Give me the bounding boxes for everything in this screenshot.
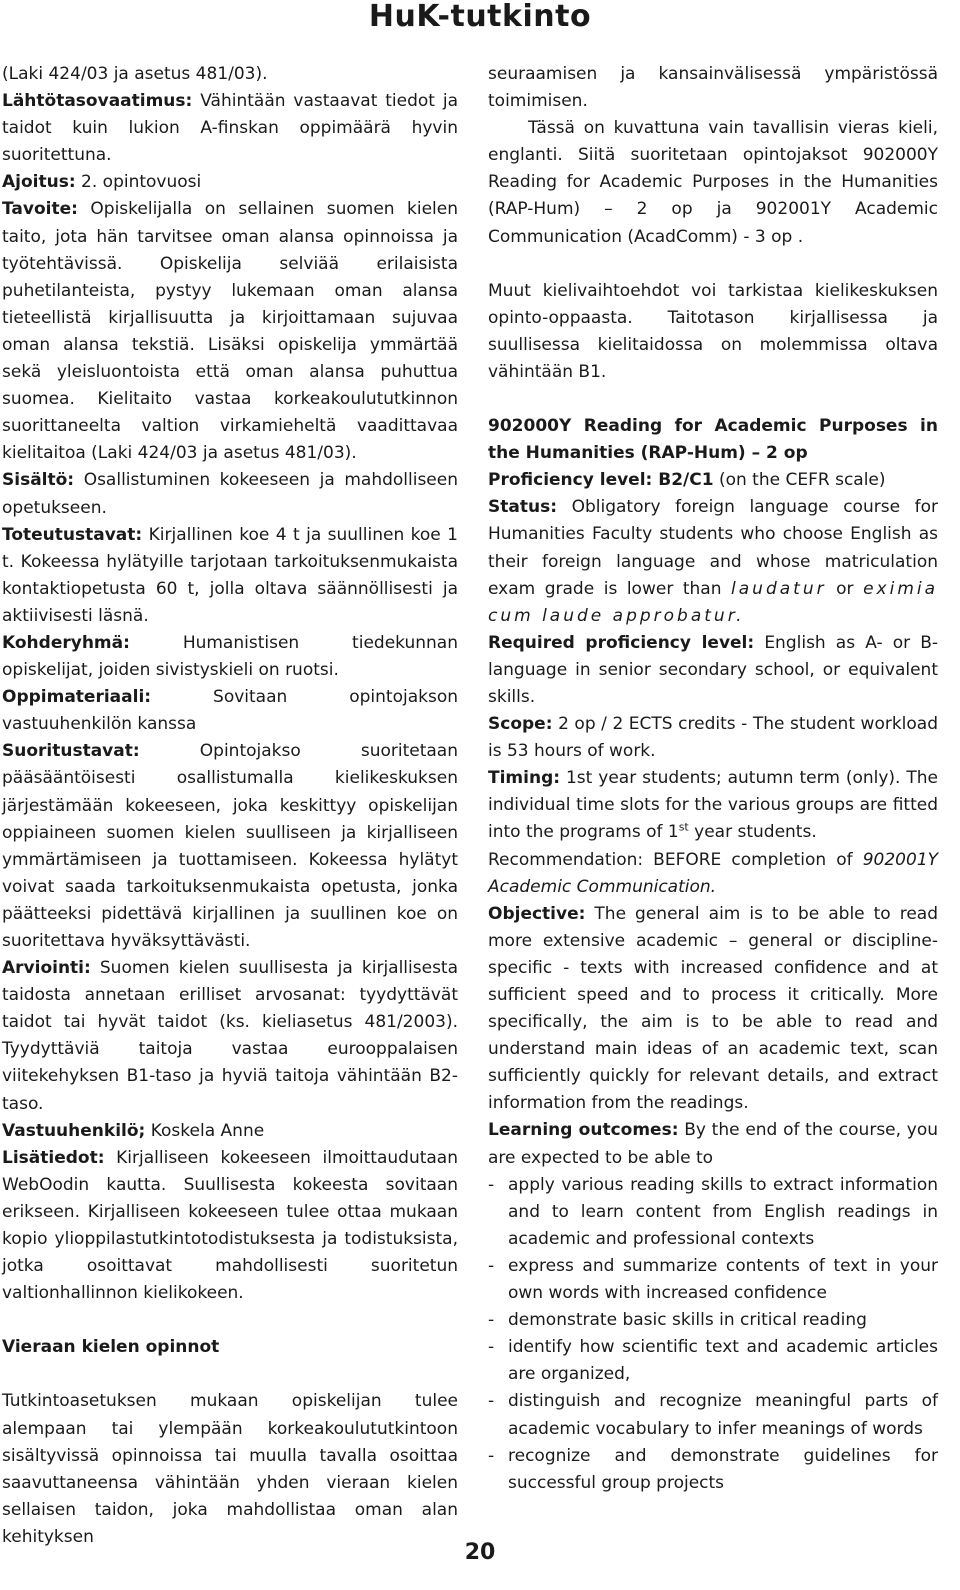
entry-label: Lähtötasovaatimus: [2, 91, 193, 112]
entry-label: Oppimateriaali: [2, 687, 152, 708]
entry-label: Ajoitus: [2, 172, 76, 193]
entry-target-group [2, 630, 458, 684]
proficiency-level: Proficiency level: B2/C1 (on the CEFR scale) [488, 470, 886, 491]
grade-eximia: eximia cum laude approbatur. [488, 578, 939, 626]
entry-label: Vastuuhenkilö; [2, 1120, 146, 1141]
list-item: - express and summarize contents of text in your own words with increased confidence [488, 1255, 938, 1304]
section-text: Tutkintoasetuksen mukaan opiskelijan tulee alempaan tai ylempään korkeakoulututkintoon sisältyvissä opinnoissa tai muulla tavalla osoittaa saavuttaneensa vähintään yhden vieraan kielen sellaisen taidon, joka mahdollistaa oman alan kehityksen [2, 1391, 458, 1547]
section-heading: Vieraan kielen opinnot [2, 1337, 220, 1358]
course-title: 902000Y Reading for Academic Purposes in the Humanities (RAP-Hum) – 2 op [488, 416, 938, 464]
entry-text: Humanistisen tiedekunnan opiskelijat, joiden sivistyskieli on ruotsi. [2, 632, 458, 681]
entry-content [2, 467, 458, 521]
spacer [488, 386, 938, 413]
entry-assessment [2, 955, 458, 1118]
entry-materials [2, 684, 458, 738]
other-languages-paragraph: Muut kielivaihtoehdot voi tarkistaa kielikeskuksen opinto-oppaasta. Taitotason kirjallisessa ja suullisessa kielitaidossa on molemmissa oltava vähintään B1. [488, 280, 938, 382]
right-column [488, 61, 938, 1497]
spacer [2, 1361, 458, 1388]
spacer [2, 1307, 458, 1334]
english-paragraph: Tässä on kuvattuna vain tavallisin vieras kieli, englanti. Siitä suoritetaan opintojaksot 902000Y Reading for Academic Purposes in the Humanities (RAP-Hum) – 2 op ja 902001Y Academic Communication (AcadComm) - 3 op . [488, 118, 938, 247]
grade-laudatur: laudatur [731, 578, 827, 599]
entry-text: 2. opintovuosi [81, 172, 202, 193]
continuation-text: seuraamisen ja kansainvälisessä ympäristössä toimimisen. [488, 64, 938, 112]
entry-label: Suoritustavat: [2, 741, 140, 762]
entry-text: Opintojakso suoritetaan pääsääntöisesti osallistumalla kielikeskuksen järjestämään kokeeseen, joka keskittyy opiskelijan oppiaineen suomen kielen suulliseen ja kirjalliseen ymmärtämiseen ja tuottamiseen. Kokeessa hylätyt voivat saada tarkoituksenmukaista opetusta, jonka päätteeksi pidettävä kirjallinen ja suullinen koe on suoritettava hyväksyttävästi. [2, 741, 459, 951]
entry-label: Arviointi: [2, 958, 91, 979]
scope: Scope: 2 op / 2 ECTS credits - The student workload is 53 hours of work. [488, 714, 939, 762]
entry-label: Toteutustavat: [2, 524, 143, 545]
required-proficiency: Required proficiency level: English as A- or B-language in senior secondary school, or equivalent skills. [488, 632, 939, 707]
spacer [488, 251, 938, 278]
page-header: HuK-tutkinto [368, 0, 592, 34]
entry-additional-info [2, 1145, 458, 1308]
learning-outcomes: Learning outcomes: By the end of the course, you are expected to be able to [488, 1120, 939, 1168]
entry-text: Koskela Anne [150, 1120, 265, 1141]
outcomes-list [488, 1172, 938, 1497]
entry-text: Vähintään vastaavat tiedot ja taidot kuin lukion A-finskan oppimäärä hyvin suoritettuna. [2, 91, 459, 166]
status: Status: Obligatory foreign language course for Humanities Faculty students who choose English as their foreign language and whose matriculation exam grade is lower than laudatur or eximia cum laude approbatur. [488, 497, 939, 626]
entry-responsible [2, 1118, 458, 1145]
entry-prerequisite [2, 88, 458, 169]
entry-text: Osallistuminen kokeeseen ja mahdolliseen opetukseen. [2, 470, 458, 518]
entry-text: Sovitaan opintojakson vastuuhenkilön kanssa [2, 687, 458, 735]
entry-text: Opiskelijalla on sellainen suomen kielen taito, jota hän tarvitsee oman alansa opinnoissa ja työtehtävissä. Opiskelija selviää erilaisista puhetilanteista, pystyy lukemaan oman alansa tieteellistä kirjallisuutta ja kirjoittamaan sujuvaa oman alansa tekstiä. Lisäksi opiskelija ymmärtää sekä yleisluontoista että oman alansa puhuttua suomea. Kielitaito vastaa korkeakoulututkinnon suorittaneelta valtion virkamieheltä vaadittavaa kielitaitoa (Laki 424/03 ja asetus 481/03). [2, 199, 459, 464]
entry-completion [2, 738, 458, 955]
left-column [2, 61, 458, 1551]
entry-text: Suomen kielen suullisesta ja kirjallisesta taidosta annetaan erilliset arvosanat: tyydyttävät taidot tai hyvät taidot (ks. kieliasetus 481/2003). Tyydyttäviä taitoja vastaa eurooppalaisen viitekehyksen B1-taso ja hyviä taitoja vähintään B2-taso. [2, 958, 459, 1114]
entry-text: Kirjalliseen kokeeseen ilmoittaudutaan WebOodin kautta. Suullisesta kokeesta sovitaan erikseen. Kirjalliseen kokeeseen tulee ottaa mukaan kopio ylioppilastutkintotodistuksesta ja todistuksista, jotka osoittavat mahdollisesti suoritetun valtionhallinnon kielikokeen. [2, 1147, 458, 1304]
entry-label: Sisältö: [2, 470, 75, 491]
entry-methods [2, 522, 458, 630]
objective: Objective: The general aim is to be able to read more extensive academic – general or discipline-specific - texts with increased confidence and at sufficient speed and to process it critically. More specifically, the aim is to be able to read and understand main ideas of an academic text, scan sufficiently quickly for relevant details, and extract information from the readings. [488, 903, 938, 1114]
list-item: - recognize and demonstrate guidelines for successful group projects [488, 1445, 938, 1493]
intro-text: (Laki 424/03 ja asetus 481/03). [2, 64, 268, 84]
entry-label: Tavoite: [2, 199, 78, 220]
list-item: - distinguish and recognize meaningful parts of academic vocabulary to infer meanings of words [488, 1391, 938, 1439]
list-item: - identify how scientific text and academic articles are organized, [488, 1337, 938, 1385]
entry-label: Kohderyhmä: [2, 632, 130, 653]
list-item: - demonstrate basic skills in critical reading [488, 1310, 867, 1331]
list-item: - apply various reading skills to extract information and to learn content from English readings in academic and professional contexts [488, 1174, 938, 1249]
entry-text: Kirjallinen koe 4 t ja suullinen koe 1 t. Kokeessa hylätyille tarjotaan tarkoituksenmukaista kontaktiopetusta 60 t, jolla oltava säännöllisesti ja aktiivisesti läsnä. [2, 524, 459, 626]
entry-timing [2, 169, 458, 196]
page-number: 20 [464, 1540, 496, 1565]
entry-objective [2, 196, 458, 467]
timing: Timing: 1st year students; autumn term (only). The individual time slots for the various groups are fitted into the programs of 1st year students. [488, 768, 938, 843]
entry-label: Lisätiedot: [2, 1147, 105, 1168]
recommendation: Recommendation: BEFORE completion of 902001Y Academic Communication. [488, 849, 939, 897]
